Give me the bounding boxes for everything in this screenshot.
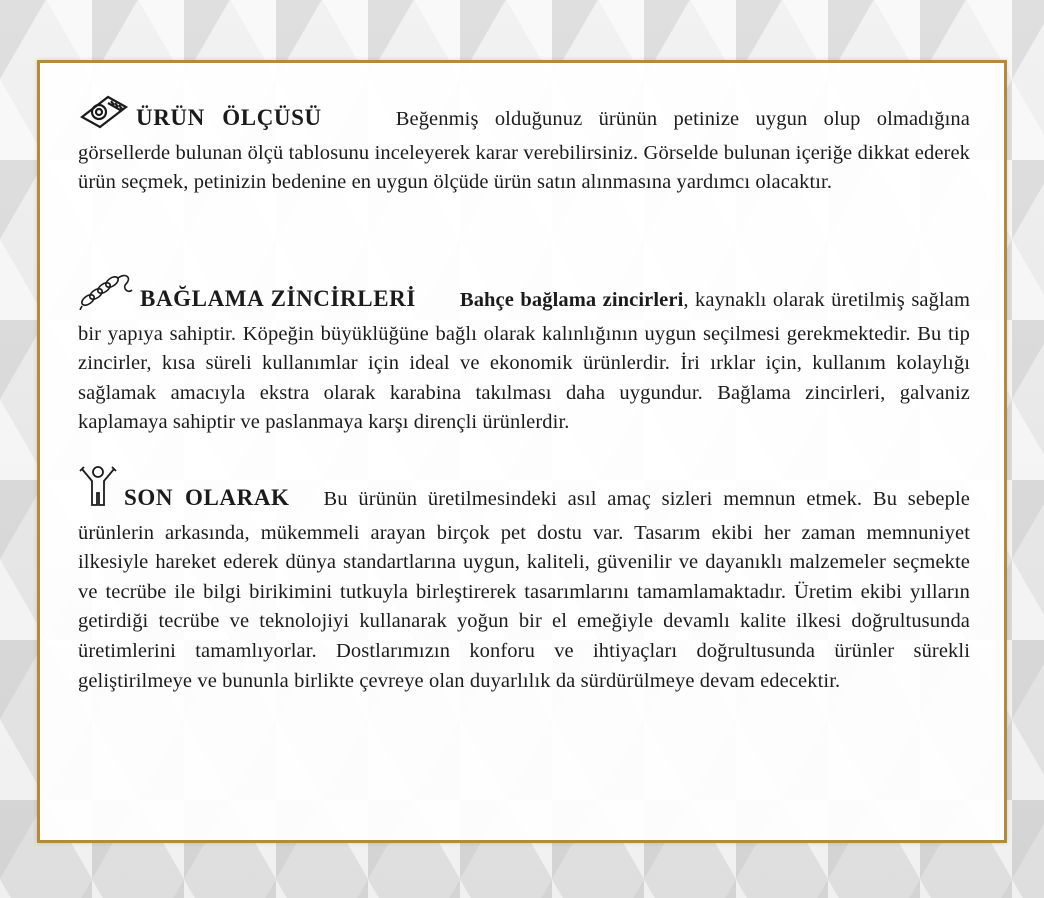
info-panel [37,60,1007,843]
section-bold-text: Bahçe bağlama zincirleri [459,289,684,311]
section-text: , kaynaklı olarak üretilmiş sağlam bir yapıya sahiptir. Köpeğin büyüklüğüne bağlı olarak kalınlığının uygun seçilmesi gerekmektedir. Bu tip zincirler, kısa süreli kullanımlar için ideal ve ekonomik ürünlerdir. İri ırklar için, kullanım kolaylığı sağlamak amacıyla ekstra olarak karabina takılması daha uygundur. Bağlama zincirleri, galvaniz kaplamaya sahiptir ve paslanmaya karşı dirençli ürünlerdir. [78,289,970,434]
section-son-olarak [78,465,970,696]
person-celebrating-icon [78,465,118,519]
section-heading: ÜRÜN ÖLÇÜSÜ [136,105,322,130]
section-heading: BAĞLAMA ZİNCİRLERİ [140,286,416,311]
section-heading: SON OLARAK [124,485,290,510]
section-baglama-zincirleri [78,270,970,438]
section-urun-olcusu [78,93,970,198]
measuring-tape-icon [78,93,130,139]
chain-icon [78,270,134,320]
section-text: Beğenmiş olduğunuz ürünün petinize uygun olup olmadığına görsellerde bulunan ölçü tablosunu inceleyerek karar verebilirsiniz. Görselde bulunan içeriğe dikkat ederek ürün seçmek, petinizin bedenine en uygun ölçüde ürün satın alınmasına yardımcı olacaktır. [78,108,970,194]
section-text: Bu ürünün üretilmesindeki asıl amaç sizleri memnun etmek. Bu sebeple ürünlerin arkasında, mükemmeli arayan birçok pet dostu var. Tasarım ekibi her zaman memnuniyet ilkesiyle hareket ederek dünya standartlarına uygun, kaliteli, güvenilir ve dayanıklı malzemeler seçmekte ve tecrübe ile bilgi birikimini tutkuyla birleştirerek tasarımlarını tamamlamaktadır. Üretim ekibi yılların getirdiği tecrübe ve teknolojiyi kullanarak yoğun bir el emeğiyle devamlı kalite ilkesi doğrultusunda üretimlerini tamamlıyorlar. Dostlarımızın konforu ve ihtiyaçları doğrultusunda ürünler sürekli geliştirilmeye ve bununla birlikte çevreye olan duyarlılık da sürdürülmeye devam edecektir. [78,488,970,692]
